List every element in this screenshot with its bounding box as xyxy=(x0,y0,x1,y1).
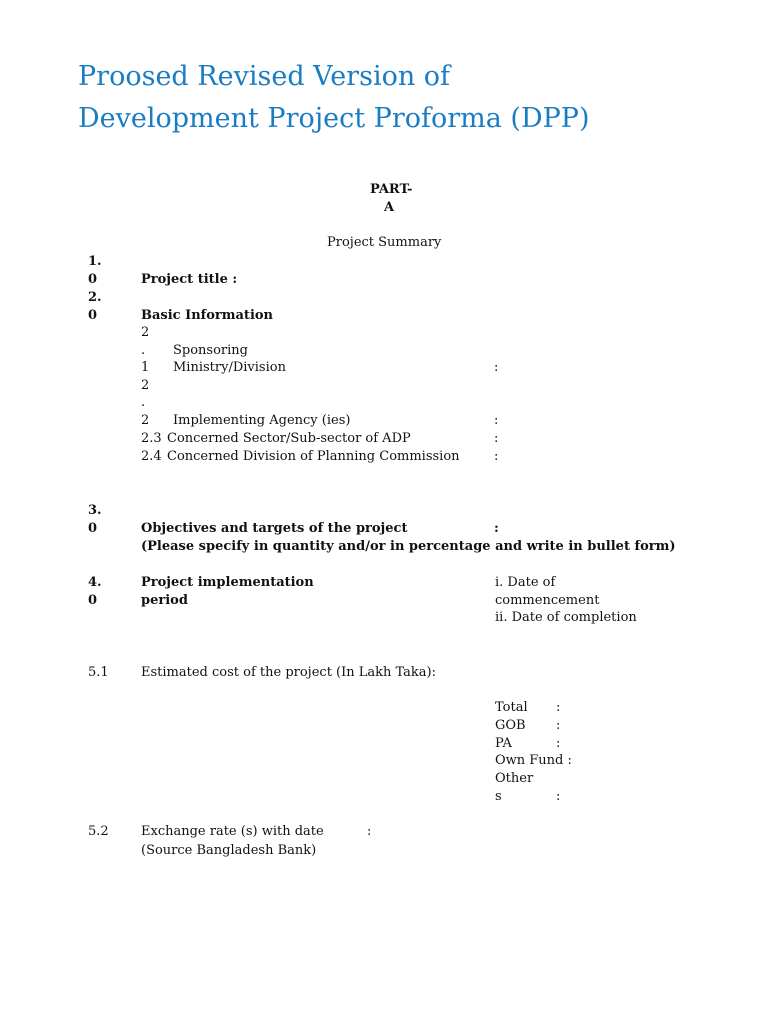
implementation-period-label-cont: period xyxy=(141,593,188,608)
project-title-label: Project title : xyxy=(141,272,238,287)
exchange-rate-colon: : xyxy=(367,824,372,839)
sponsoring-label: Sponsoring xyxy=(173,343,248,358)
part-letter: A xyxy=(384,200,395,215)
sector-label: Concerned Sector/Sub-sector of ADP xyxy=(167,431,411,446)
cost-pa-colon: : xyxy=(556,736,561,751)
item-2-1-number-part-3: 1 xyxy=(141,360,150,375)
item-2-2-number-part-2: . xyxy=(141,395,146,410)
objectives-label: Objectives and targets of the project xyxy=(141,521,408,536)
cost-gob-label: GOB xyxy=(495,718,526,733)
document-title-line-1: Proosed Revised Version of xyxy=(78,61,451,92)
ministry-division-colon: : xyxy=(494,360,499,375)
summary-heading: Project Summary xyxy=(327,235,442,250)
section-5-1-number: 5.1 xyxy=(88,665,109,680)
cost-own-fund-label: Own Fund : xyxy=(495,753,572,768)
exchange-rate-source: (Source Bangladesh Bank) xyxy=(141,843,317,858)
item-2-1-number-part-2: . xyxy=(141,343,146,358)
implementation-period-label: Project implementation xyxy=(141,575,314,590)
basic-information-label: Basic Information xyxy=(141,308,273,323)
objectives-colon: : xyxy=(494,521,499,536)
document-title-line-2: Development Project Proforma (DPP) xyxy=(78,103,590,134)
section-2-number: 2. xyxy=(88,290,102,305)
cost-others-colon: : xyxy=(556,789,561,804)
sector-colon: : xyxy=(494,431,499,446)
section-5-2-number: 5.2 xyxy=(88,824,109,839)
cost-total-label: Total xyxy=(495,700,528,715)
part-label: PART- xyxy=(370,182,413,197)
section-1-number: 1. xyxy=(88,254,102,269)
cost-pa-label: PA xyxy=(495,736,512,751)
exchange-rate-label: Exchange rate (s) with date xyxy=(141,824,324,839)
completion-date-label: ii. Date of completion xyxy=(495,610,637,625)
section-2-number-cont: 0 xyxy=(88,308,98,323)
planning-division-label: Concerned Division of Planning Commission xyxy=(167,449,460,464)
item-2-2-number-part-1: 2 xyxy=(141,378,150,393)
implementing-agency-colon: : xyxy=(494,413,499,428)
objectives-note: (Please specify in quantity and/or in percentage and write in bullet form) xyxy=(141,539,676,554)
commencement-date-label: i. Date of xyxy=(495,575,556,590)
item-2-1-number-part-1: 2 xyxy=(141,325,150,340)
section-3-number-cont: 0 xyxy=(88,521,98,536)
item-2-3-number: 2.3 xyxy=(141,431,162,446)
planning-division-colon: : xyxy=(494,449,499,464)
cost-total-colon: : xyxy=(556,700,561,715)
commencement-date-label-cont: commencement xyxy=(495,593,600,608)
cost-others-label: Other xyxy=(495,771,534,786)
section-4-number-cont: 0 xyxy=(88,593,98,608)
item-2-4-number: 2.4 xyxy=(141,449,162,464)
section-1-number-cont: 0 xyxy=(88,272,98,287)
estimated-cost-label: Estimated cost of the project (In Lakh Taka): xyxy=(141,665,437,680)
section-4-number: 4. xyxy=(88,575,102,590)
item-2-2-number-part-3: 2 xyxy=(141,413,150,428)
cost-others-label-cont: s xyxy=(495,789,502,804)
implementing-agency-label: Implementing Agency (ies) xyxy=(173,413,351,428)
ministry-division-label: Ministry/Division xyxy=(173,360,286,375)
cost-gob-colon: : xyxy=(556,718,561,733)
section-3-number: 3. xyxy=(88,503,102,518)
